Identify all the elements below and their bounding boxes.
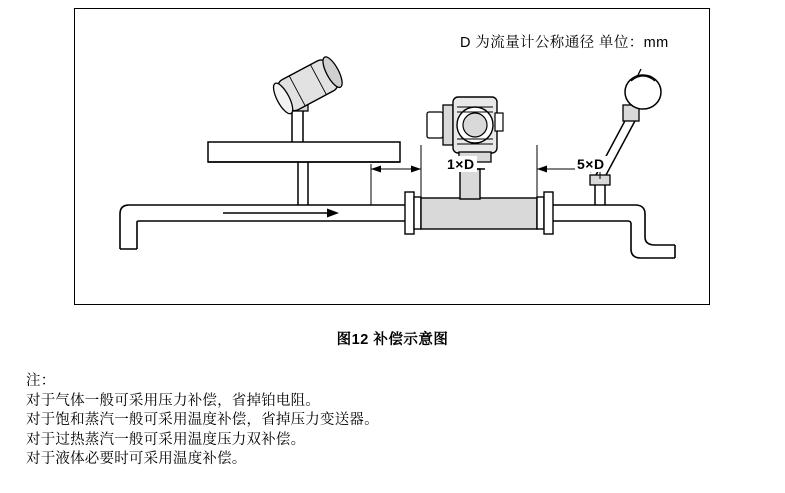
dimension-label-1xd: 1×D: [447, 156, 475, 172]
note-line: 对于气体一般可采用压力补偿，省掉铂电阻。: [26, 392, 320, 409]
figure-caption: 图12 补偿示意图: [336, 332, 449, 348]
temperature-sensor: [590, 69, 661, 205]
dimension-line-5xd: [537, 145, 600, 199]
notes-heading: 注：: [26, 373, 56, 389]
notes-block: [26, 372, 726, 470]
main-pipeline: [120, 205, 675, 258]
transmitter-head: [427, 97, 503, 162]
note-line: 对于过热蒸汽一般可采用温度压力双补偿。: [26, 431, 306, 448]
compensation-schematic-drawing: [75, 9, 711, 306]
flow-meter-body: [405, 169, 553, 234]
figure-frame: [74, 8, 710, 305]
dimension-label-5xd: 5×D: [577, 156, 605, 172]
units-note: D 为流量计公称通径 单位：mm: [460, 35, 669, 51]
note-line: 对于液体必要时可采用温度补偿。: [26, 451, 247, 467]
note-line: 对于饱和蒸汽一般可采用温度补偿，省掉压力变送器。: [26, 412, 379, 428]
flow-direction-arrow: [223, 209, 339, 218]
